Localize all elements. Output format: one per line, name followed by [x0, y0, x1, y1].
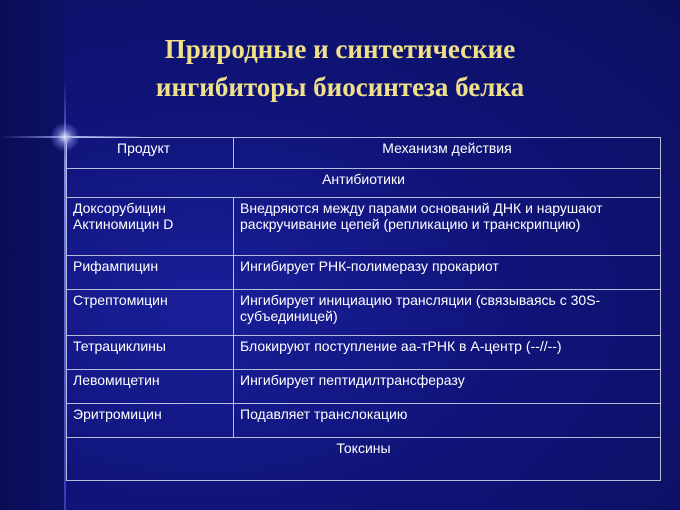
header-product: Продукт: [67, 138, 234, 169]
left-decor-band: [0, 0, 64, 510]
table-header-row: [67, 138, 661, 169]
section-label-toxins: Токсины: [67, 438, 661, 481]
table-row: [67, 370, 661, 404]
table-row: [67, 256, 661, 290]
mechanism-cell: Ингибирует пептидилтрансферазу: [234, 370, 661, 404]
mechanism-cell: Ингибирует РНК-полимеразу прокариот: [234, 256, 661, 290]
product-cell: Стрептомицин: [67, 290, 234, 336]
header-mechanism: Механизм действия: [234, 138, 661, 169]
product-cell: Эритромицин: [67, 404, 234, 438]
inhibitors-table: [66, 137, 661, 481]
slide-title-line-1: Природные и синтетические: [164, 34, 516, 64]
table-row: [67, 290, 661, 336]
slide-title: [120, 30, 560, 106]
table-row: [67, 336, 661, 370]
section-row-antibiotics: [67, 169, 661, 198]
product-cell: Левомицетин: [67, 370, 234, 404]
mechanism-cell: Блокируют поступление аа-тРНК в А-центр (--//--): [234, 336, 661, 370]
table-row: [67, 198, 661, 256]
product-cell: Рифампицин: [67, 256, 234, 290]
mechanism-cell: Ингибирует инициацию трансляции (связываясь с 30S-субъединицей): [234, 290, 661, 336]
section-label-antibiotics: Антибиотики: [67, 169, 661, 198]
product-cell: Доксорубицин Актиномицин D: [67, 198, 234, 256]
slide-title-line-2: ингибиторы биосинтеза белка: [155, 72, 525, 102]
mechanism-cell: Внедряются между парами оснований ДНК и нарушают раскручивание цепей (репликацию и транскрипцию): [234, 198, 661, 256]
section-row-toxins: [67, 438, 661, 481]
table-row: [67, 404, 661, 438]
product-cell: Тетрациклины: [67, 336, 234, 370]
mechanism-cell: Подавляет транслокацию: [234, 404, 661, 438]
